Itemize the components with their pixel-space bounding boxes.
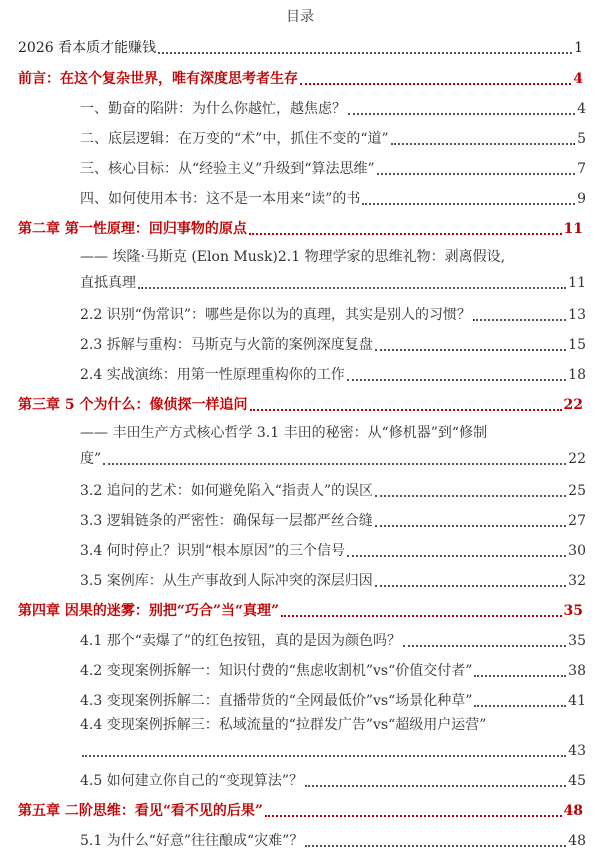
toc-entry-page: 4 xyxy=(573,71,583,87)
toc-section[interactable] xyxy=(0,446,600,468)
toc-entry-title: 二、底层逻辑：在万变的“术”中，抓住不变的“道” xyxy=(80,131,389,147)
leader-dots xyxy=(249,233,562,235)
toc-title: 目录 xyxy=(286,9,314,25)
toc-entry-title: 4.1 那个“卖爆了”的红色按钮，真的是因为颜色吗？ xyxy=(80,633,402,649)
leader-dots xyxy=(377,173,575,175)
toc-entry-page: 48 xyxy=(563,803,583,819)
toc-section[interactable] xyxy=(0,478,600,500)
toc-entry-title: 第四章 因果的迷雾：别把“巧合”当“真理” xyxy=(18,603,280,619)
toc-entry-page: 38 xyxy=(568,663,586,679)
toc-section[interactable] xyxy=(0,302,600,324)
leader-dots xyxy=(300,83,571,85)
toc-entry-page: 25 xyxy=(568,483,586,499)
toc-section[interactable] xyxy=(0,126,600,148)
toc-section[interactable] xyxy=(0,568,600,590)
toc-entry-title: 5.1 为什么“好意”往往酿成“灾难”？ xyxy=(80,833,304,849)
leader-dots xyxy=(348,113,575,115)
toc-section-line1[interactable]: —— 埃隆·马斯克 (Elon Musk)2.1 物理学家的思维礼物：剥离假设, xyxy=(80,249,506,265)
toc-entry-title: 3.2 追问的艺术：如何避免陷入“指责人”的误区 xyxy=(80,483,374,499)
leader-dots xyxy=(375,495,566,497)
toc-entry-page: 1 xyxy=(574,40,583,56)
toc-section[interactable] xyxy=(0,332,600,354)
toc-entry-page: 4 xyxy=(577,101,586,117)
toc-section[interactable] xyxy=(0,96,600,118)
toc-section[interactable] xyxy=(0,768,600,790)
toc-entry-page: 32 xyxy=(568,573,586,589)
leader-dots xyxy=(281,615,561,617)
toc-entry-page: 43 xyxy=(568,743,586,759)
leader-dots xyxy=(158,52,572,54)
leader-dots xyxy=(103,463,566,465)
toc-entry-page: 41 xyxy=(568,693,586,709)
leader-dots xyxy=(362,203,575,205)
toc-section[interactable] xyxy=(0,738,600,760)
toc-entry-title: 4.3 变现案例拆解二：直播带货的“全网最低价”vs“场景化种草” xyxy=(80,693,473,709)
leader-dots xyxy=(347,379,566,381)
toc-entry-page: 35 xyxy=(568,633,586,649)
toc-entry-title: 度” xyxy=(80,451,102,467)
toc-section[interactable] xyxy=(0,270,600,292)
toc-entry-page: 22 xyxy=(563,397,583,413)
toc-section[interactable] xyxy=(0,828,600,850)
leader-dots xyxy=(305,785,566,787)
toc-section[interactable] xyxy=(0,362,600,384)
toc-entry-page: 13 xyxy=(568,307,586,323)
toc-entry-title: 2.3 拆解与重构：马斯克与火箭的案例深度复盘 xyxy=(80,337,373,353)
toc-entry-page: 22 xyxy=(568,451,586,467)
toc-section[interactable] xyxy=(0,658,600,680)
leader-dots xyxy=(82,755,566,757)
toc-entry-page: 35 xyxy=(563,603,583,619)
toc-entry-title: 2026 看本质才能赚钱 xyxy=(18,40,157,56)
toc-section[interactable] xyxy=(0,688,600,710)
toc-entry-title: 直抵真理 xyxy=(80,275,136,291)
leader-dots xyxy=(305,845,566,847)
toc-entry-title: 第五章 二阶思维：看见“看不见的后果” xyxy=(18,803,263,819)
toc-section-line1[interactable]: —— 丰田生产方式核心哲学 3.1 丰田的秘密：从“修机器”到“修制 xyxy=(80,425,488,441)
toc-entry-page: 18 xyxy=(568,367,586,383)
toc-entry-page: 27 xyxy=(568,513,586,529)
leader-dots xyxy=(375,349,566,351)
toc-entry-title: 前言：在这个复杂世界，唯有深度思考者生存 xyxy=(18,71,298,87)
toc-entry-title: 三、核心目标：从“经验主义”升级到“算法思维” xyxy=(80,161,375,177)
toc-entry-page: 30 xyxy=(568,543,586,559)
leader-dots xyxy=(474,705,566,707)
toc-entry-title: 第三章 5 个为什么：像侦探一样追问 xyxy=(18,397,248,413)
toc-entry-title: 2.2 识别“伪常识”：哪些是你以为的真理，其实是别人的习惯？ xyxy=(80,307,472,323)
toc-section[interactable] xyxy=(0,508,600,530)
toc-section[interactable] xyxy=(0,156,600,178)
toc-chapter[interactable] xyxy=(0,216,600,238)
toc-entry-page: 9 xyxy=(577,191,586,207)
toc-entry-title: 2.4 实战演练：用第一性原理重构你的工作 xyxy=(80,367,345,383)
leader-dots xyxy=(375,585,566,587)
toc-chapter[interactable] xyxy=(0,798,600,820)
toc-entry-title: 4.2 变现案例拆解一：知识付费的“焦虑收割机”vs“价值交付者” xyxy=(80,663,473,679)
toc-section[interactable] xyxy=(0,538,600,560)
toc-entry-page: 11 xyxy=(563,221,583,237)
leader-dots xyxy=(473,319,566,321)
toc-entry-title: 3.5 案例库：从生产事故到人际冲突的深层归因 xyxy=(80,573,373,589)
leader-dots xyxy=(391,143,575,145)
toc-entry-page: 45 xyxy=(568,773,586,789)
toc-section[interactable] xyxy=(0,186,600,208)
toc-entry-title: 4.5 如何建立你自己的“变现算法”？ xyxy=(80,773,304,789)
toc-chapter[interactable] xyxy=(0,598,600,620)
toc-entry-page: 48 xyxy=(568,833,586,849)
toc-chapter[interactable] xyxy=(0,392,600,414)
toc-entry-page: 11 xyxy=(568,275,586,291)
toc-entry-page: 7 xyxy=(577,161,586,177)
toc-entry-title: 第二章 第一性原理：回归事物的原点 xyxy=(18,221,247,237)
leader-dots xyxy=(375,525,566,527)
toc-entry-title: 3.3 逻辑链条的严密性：确保每一层都严丝合缝 xyxy=(80,513,373,529)
toc-section[interactable] xyxy=(0,628,600,650)
toc-entry[interactable] xyxy=(0,35,600,57)
toc-section-line1[interactable]: 4.4 变现案例拆解三：私域流量的“拉群发广告”vs“超级用户运营” xyxy=(80,717,487,733)
leader-dots xyxy=(347,555,566,557)
toc-entry-title: 3.4 何时停止？识别“根本原因”的三个信号 xyxy=(80,543,346,559)
leader-dots xyxy=(403,645,566,647)
toc-entry-title: 四、如何使用本书：这不是一本用来“读”的书 xyxy=(80,191,361,207)
toc-chapter[interactable] xyxy=(0,66,600,88)
leader-dots xyxy=(474,675,566,677)
leader-dots xyxy=(138,287,566,289)
toc-entry-page: 5 xyxy=(577,131,586,147)
toc-entry-page: 15 xyxy=(568,337,586,353)
toc-entry-title: 一、勤奋的陷阱：为什么你越忙，越焦虑？ xyxy=(80,101,346,117)
leader-dots xyxy=(265,815,562,817)
leader-dots xyxy=(250,409,562,411)
